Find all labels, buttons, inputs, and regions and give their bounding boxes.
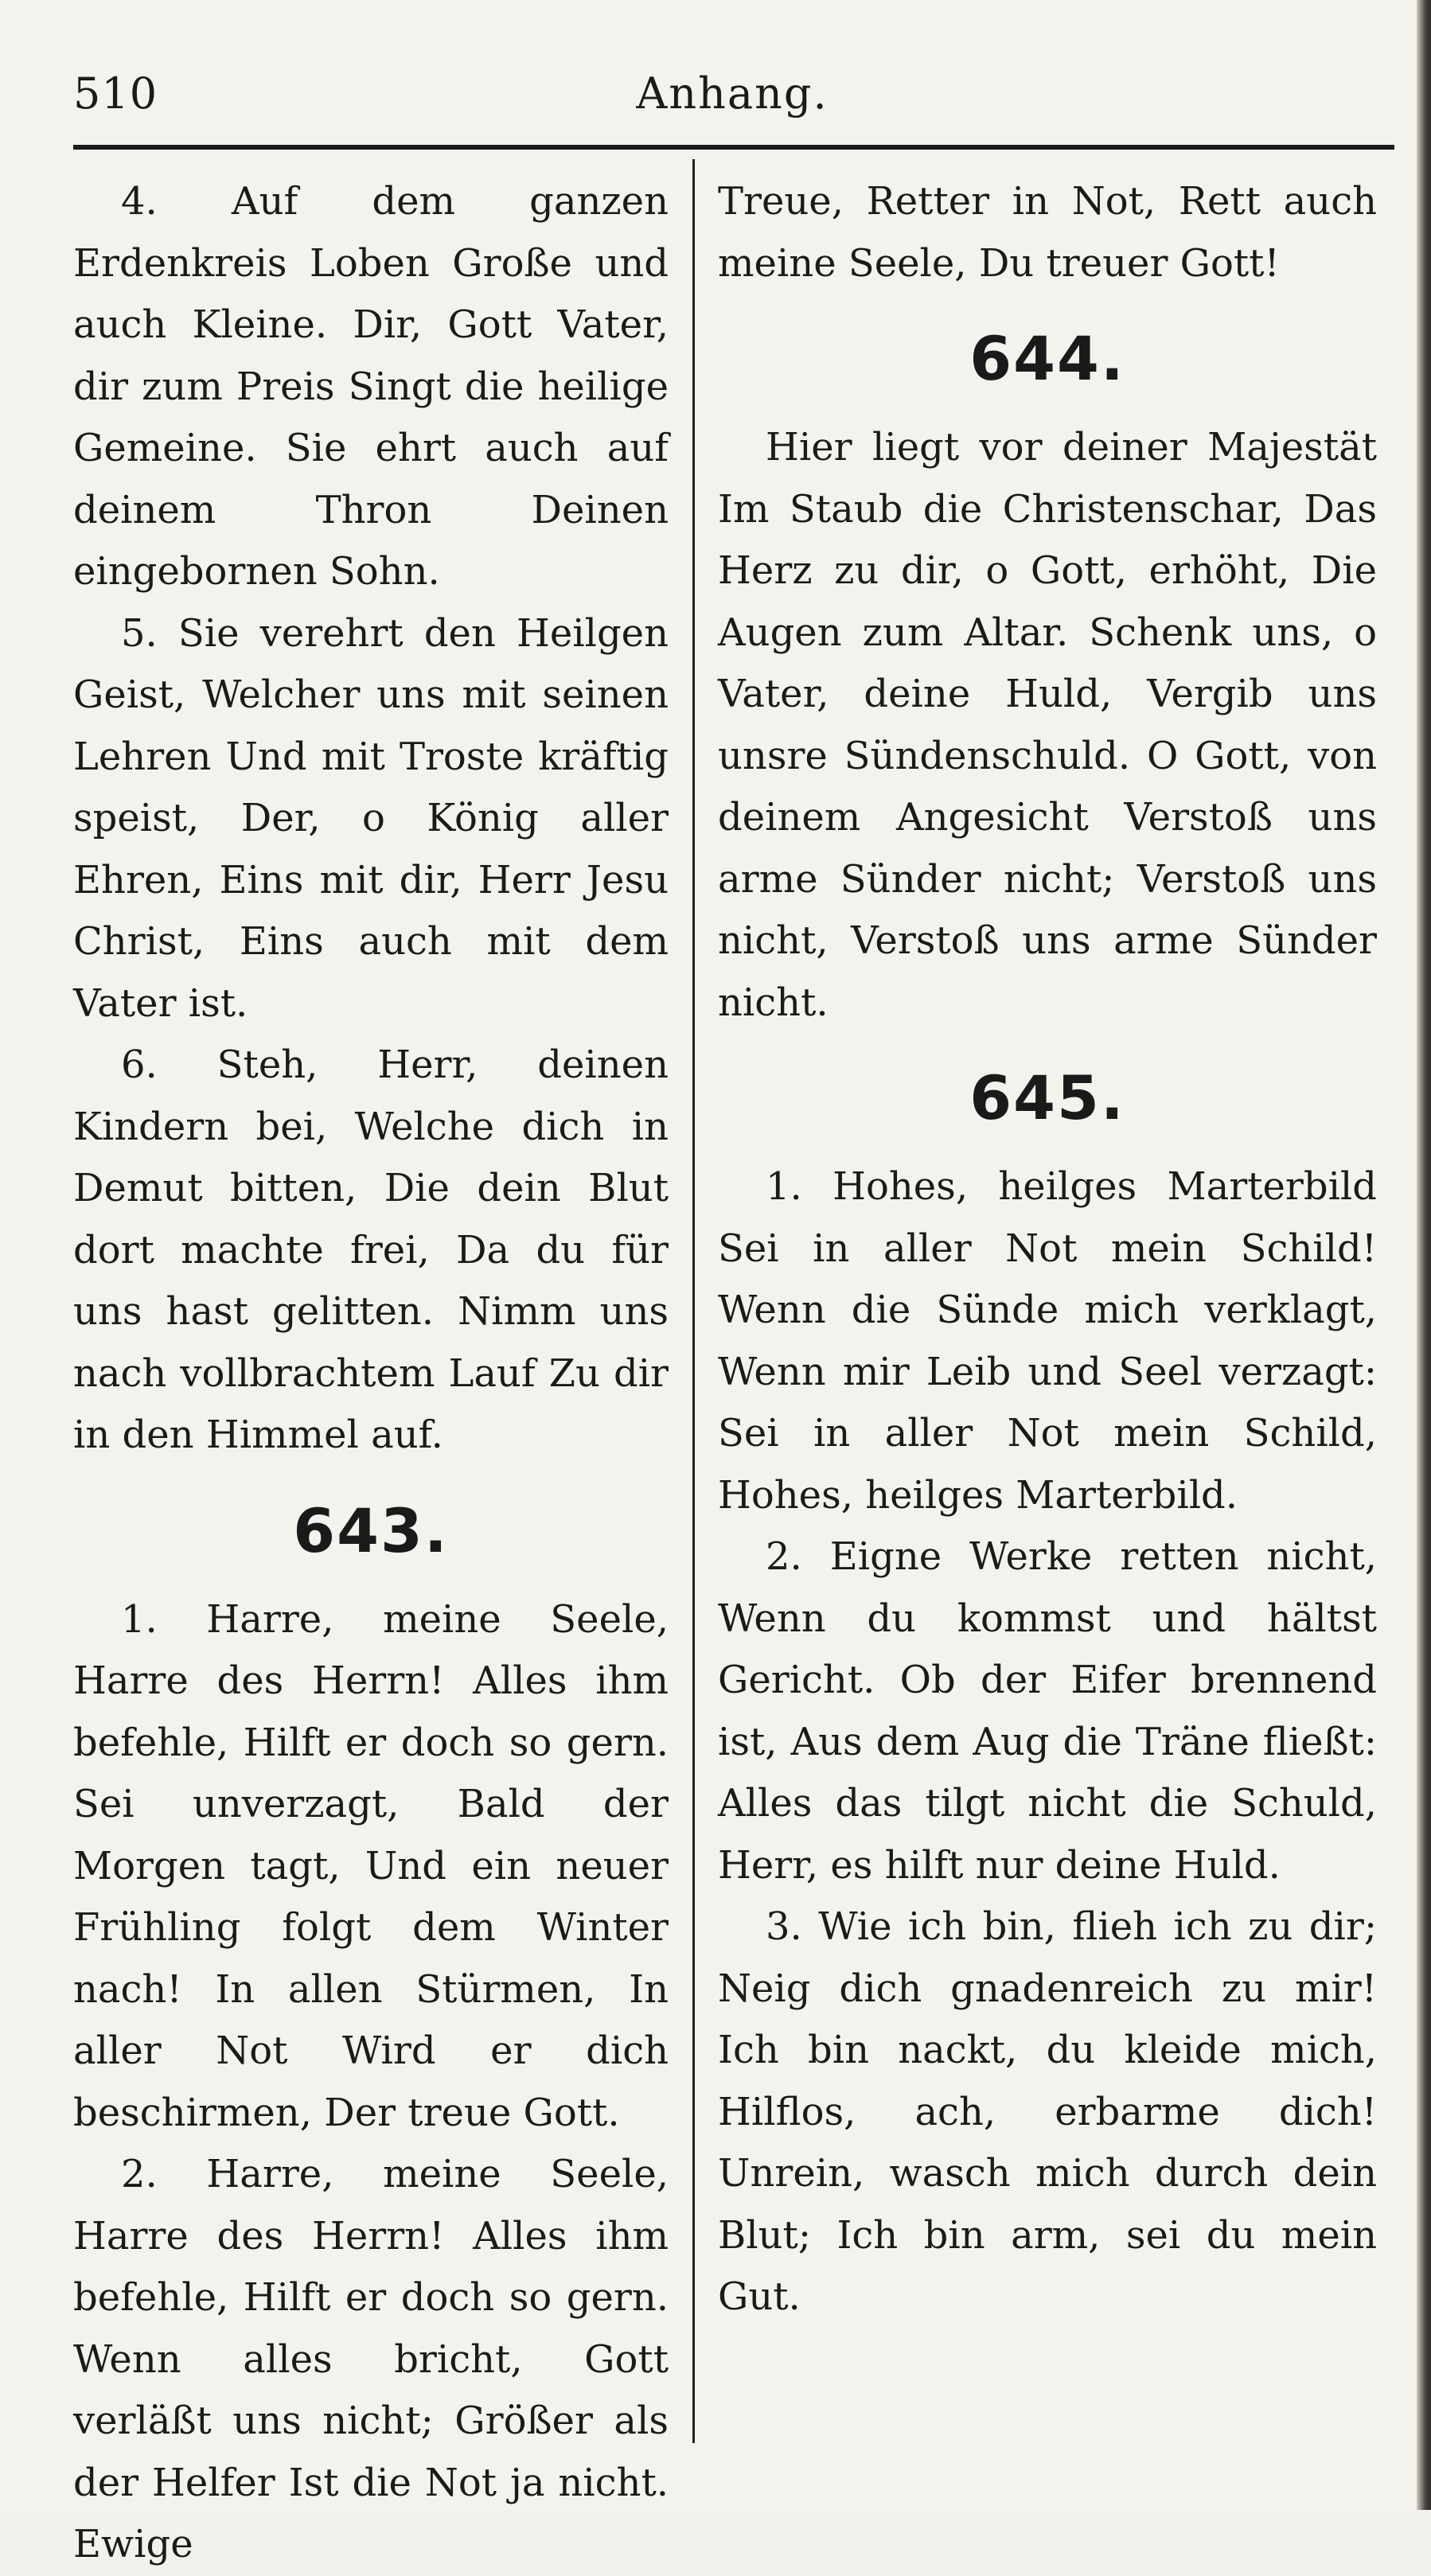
left-column <box>73 171 669 2576</box>
verse-paragraph: 2. Harre, meine Seele, Harre des Herrn! Alles ihm befehle, Hilft er doch so gern. Wenn alles bricht, Gott verläßt uns nicht; Größer als der Helfer Ist die Not ja nicht. Ewige <box>73 2152 669 2566</box>
verse-paragraph: Treue, Retter in Not, Rett auch meine Seele, Du treuer Gott! <box>718 179 1377 286</box>
hymn-number: 643. <box>293 1495 449 1566</box>
verse-paragraph: 2. Eigne Werke retten nicht, Wenn du kommst und hältst Gericht. Ob der Eifer brennend ist, Aus dem Aug die Träne fließt: Alles das tilgt nicht die Schuld, Herr, es hilft nur deine Huld. <box>718 1534 1377 1888</box>
verse-paragraph: 1. Hohes, heilges Marterbild Sei in aller Not mein Schild! Wenn die Sünde mich verklagt, Wenn mir Leib und Seel verzagt: Sei in aller Not mein Schild, Hohes, heilges Marterbild. <box>718 1164 1377 1518</box>
hymn-number: 645. <box>969 1062 1125 1133</box>
header-rule <box>73 145 1394 150</box>
verse-paragraph: 5. Sie verehrt den Heilgen Geist, Welcher uns mit seinen Lehren Und mit Troste kräftig speist, Der, o König aller Ehren, Eins mit dir, Herr Jesu Christ, Eins auch mit dem Vater ist. <box>73 610 669 1026</box>
verse-paragraph: 6. Steh, Herr, deinen Kindern bei, Welche dich in Demut bitten, Die dein Blut dort machte frei, Da du für uns hast gelitten. Nimm uns nach vollbrachtem Lauf Zu dir in den Himmel auf. <box>73 1042 669 1457</box>
verse-paragraph: 4. Auf dem ganzen Erdenkreis Loben Große und auch Kleine. Dir, Gott Vater, dir zum Preis Singt die heilige Gemeine. Sie ehrt auch auf deinem Thron Deinen eingebornen Sohn. <box>73 179 669 594</box>
right-column <box>718 171 1377 2329</box>
page-number: 510 <box>73 68 158 119</box>
hymn-number: 644. <box>969 323 1125 394</box>
verse-paragraph: Hier liegt vor deiner Majestät Im Staub die Christenschar, Das Herz zu dir, o Gott, erhöht, Die Augen zum Altar. Schenk uns, o Vater, deine Huld, Vergib uns unsre Sündenschuld. O Gott, von deinem Angesicht Verstoß uns arme Sünder nicht; Verstoß uns nicht, Verstoß uns arme Sünder nicht. <box>718 425 1377 1025</box>
page-edge-shadow <box>1417 0 1431 2510</box>
verse-paragraph: 1. Harre, meine Seele, Harre des Herrn! Alles ihm befehle, Hilft er doch so gern. Sei unverzagt, Bald der Morgen tagt, Und ein neuer Frühling folgt dem Winter nach! In allen Stürmen, In aller Not Wird er dich beschirmen, Der treue Gott. <box>73 1596 669 2135</box>
running-head: Anhang. <box>636 68 829 119</box>
verse-paragraph: 3. Wie ich bin, flieh ich zu dir; Neig dich gnadenreich zu mir! Ich bin nackt, du kleide mich, Hilflos, ach, erbarme dich! Unrein, wasch mich durch dein Blut; Ich bin arm, sei du mein Gut. <box>718 1904 1377 2319</box>
column-divider <box>692 159 695 2443</box>
